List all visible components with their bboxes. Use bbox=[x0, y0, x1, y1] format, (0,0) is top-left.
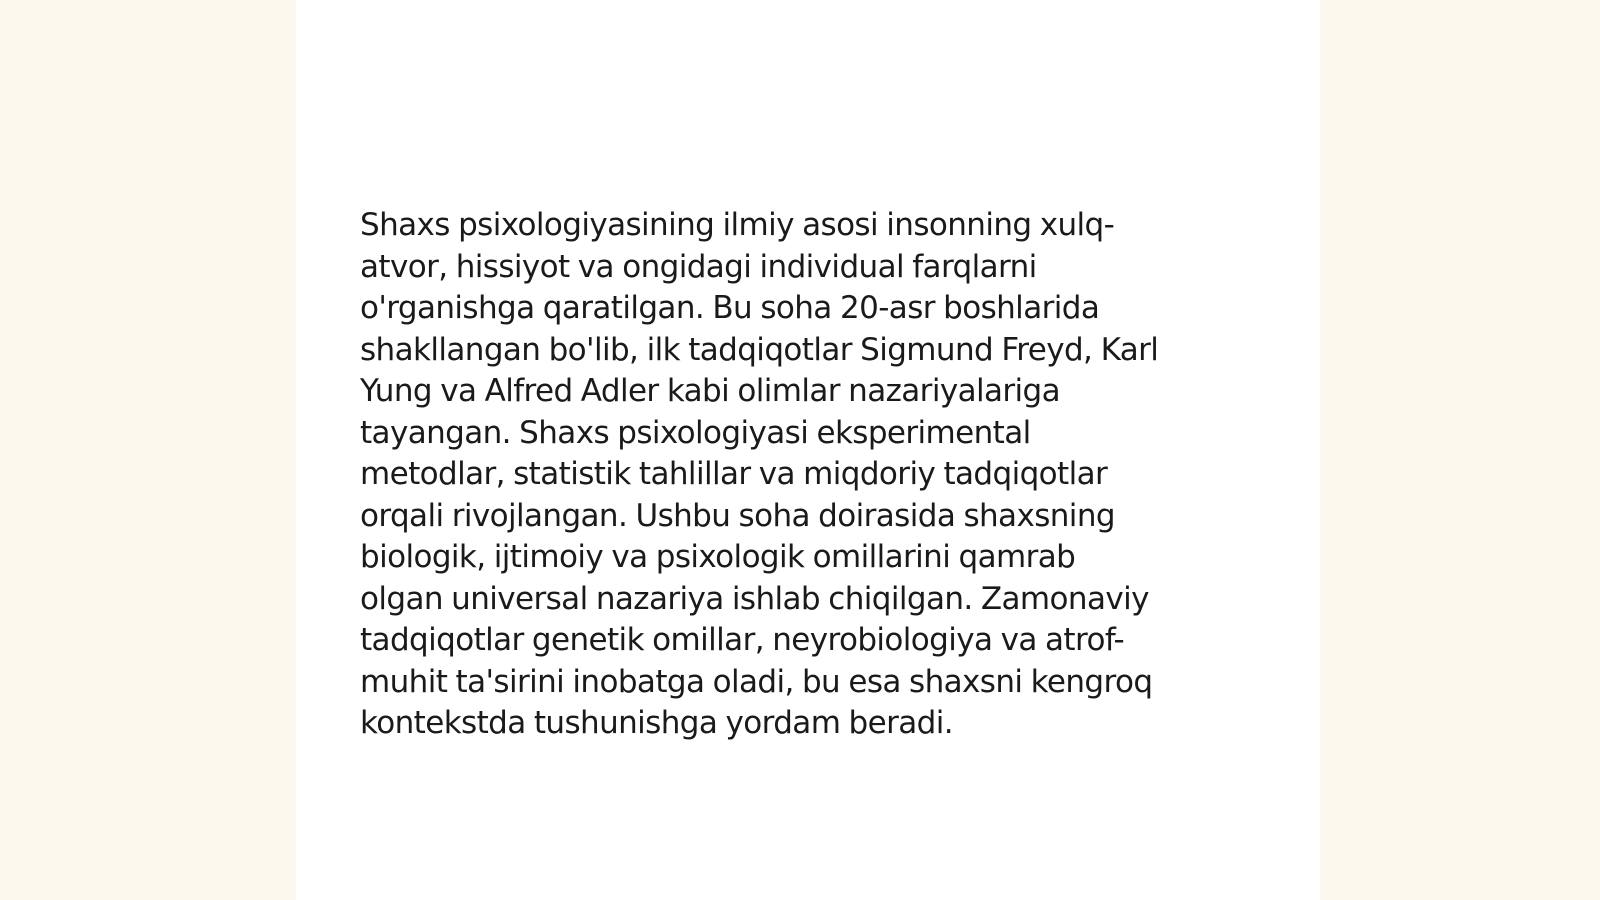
paragraph-line: orqali rivojlangan. Ushbu soha doirasida shaxsning bbox=[360, 497, 1115, 534]
paragraph-line: atvor, hissiyot va ongidagi individual farqlarni bbox=[360, 248, 1037, 285]
paragraph-line: tayangan. Shaxs psixologiyasi eksperimental bbox=[360, 414, 1031, 451]
paragraph-line: tadqiqotlar genetik omillar, neyrobiologiya va atrof- bbox=[360, 622, 1125, 658]
body-paragraph bbox=[360, 205, 1250, 745]
paragraph-line: shakllangan bo'lib, ilk tadqiqotlar Sigmund Freyd, Karl bbox=[360, 331, 1159, 368]
paragraph-line: kontekstda tushunishga yordam beradi. bbox=[360, 705, 953, 741]
paragraph-line: Shaxs psixologiyasining ilmiy asosi insonning xulq- bbox=[360, 207, 1115, 243]
paragraph-line: biologik, ijtimoiy va psixologik omillarini qamrab bbox=[360, 539, 1076, 575]
document-page bbox=[296, 0, 1320, 900]
paragraph-line: o'rganishga qaratilgan. Bu soha 20-asr boshlarida bbox=[360, 290, 1100, 326]
paragraph-line: olgan universal nazariya ishlab chiqilgan. Zamonaviy bbox=[360, 580, 1149, 617]
paragraph-line: muhit ta'sirini inobatga oladi, bu esa shaxsni kengroq bbox=[360, 663, 1153, 700]
paragraph-line: Yung va Alfred Adler kabi olimlar nazariyalariga bbox=[360, 373, 1061, 409]
paragraph-line: metodlar, statistik tahlillar va miqdoriy tadqiqotlar bbox=[360, 456, 1108, 492]
